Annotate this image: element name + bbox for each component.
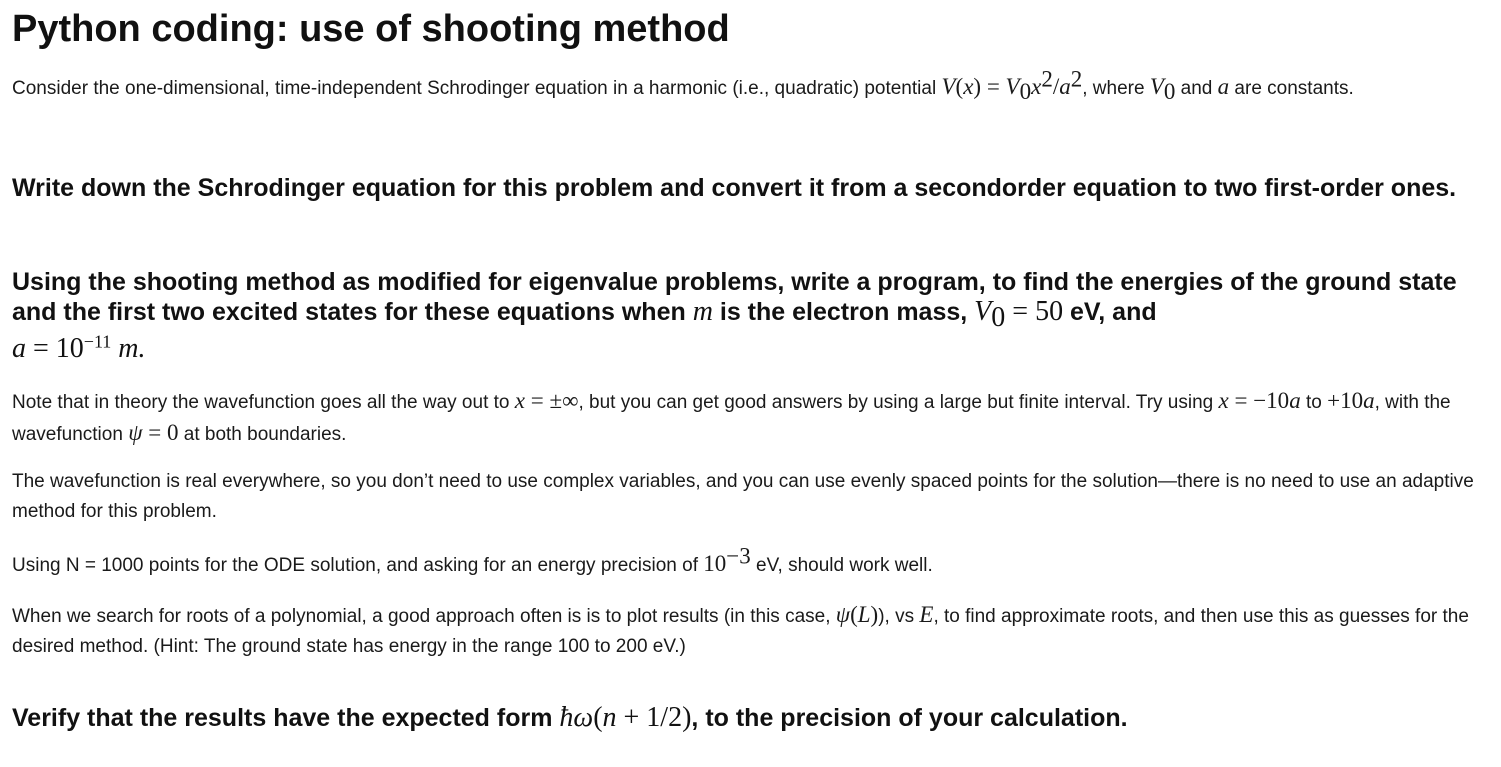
task-shooting-text-3: eV, and [1063,298,1157,326]
root-search-text-1: When we search for roots of a polynomial, a good approach often is is to plot results (in this case, [12,606,836,627]
task-shooting-text-2: is the electron mass, [712,298,975,326]
precision-note-text-1: Using N = 1000 points for the ODE solution, and asking for an energy precision of [12,555,704,576]
intro-text-4: are constants. [1229,78,1354,99]
potential-formula: V [941,74,956,99]
boundary-note-text-5: at both boundaries. [178,424,347,445]
a-value-exponent: −11 [83,331,112,352]
real-wavefunction-note: The wavefunction is real everywhere, so you don’t need to use complex variables, and you can use evenly spaced points for the solution—there is no need to use an adaptive method for this problem. [12,471,1474,522]
precision-exponent: −3 [726,543,751,569]
root-search-text-3: , to find approximate roots, and then use this as guesses for the desired method. (Hint: The ground state has energy in the range 100 to 200 eV.) [12,606,1469,657]
page-title: Python coding: use of shooting method [12,8,730,50]
precision-note-text-2: eV, should work well. [750,555,933,576]
verify-heading: Verify that the results have the expected form ħω(n + 1/2), to the precision of your calculation. [12,702,1128,733]
boundary-note-text-4: , with the wavefunction [12,392,1451,445]
intro-text-1: Consider the one-dimensional, time-independent Schrodinger equation in a harmonic (i.e., quadratic) potential [12,78,942,99]
intro-paragraph: Consider the one-dimensional, time-independent Schrodinger equation in a harmonic (i.e., quadratic) potential $V(x) = V_0x^2/a^2$, where $V_0$ and a are constants. [12,66,1354,104]
intro-text-3: and [1175,78,1218,99]
root-search-text-2: ), vs [878,606,920,627]
precision-base: 10 [703,551,727,576]
boundary-note-text-1: Note that in theory the wavefunction goes all the way out to [12,392,515,413]
verify-text-2: , to the precision of your calculation. [691,704,1128,732]
task-shooting-heading: Using the shooting method as modified for eigenvalue problems, write a program, to find the energies of the ground state and the first two excited states for these equations when m is the electron mass, $V_0 = 50$ eV, and $a = 10^{-11}$ m. [12,268,1457,364]
a-unit: m. [118,333,146,364]
task-shooting-text-1: Using the shooting method as modified for eigenvalue problems, write a program, to find the energies of the ground state and the first two excited states for these equations when [12,268,1457,326]
v0-value: 50 [1035,296,1064,327]
precision-note [12,543,1490,581]
task-convert-heading: Write down the Schrodinger equation for this problem and convert it from a secondorder equation to two first-order ones. [12,174,1457,202]
intro-text-2: , where [1082,78,1150,99]
root-search-note: When we search for roots of a polynomial, a good approach often is is to plot results (in this case, ψ(L)), vs E, to find approximate roots, and then use this as guesses for the desired method. (Hint: The ground state has energy in the range 100 to 200 eV.) [12,602,1469,657]
boundary-note-text-2: , but you can get good answers by using a large but finite interval. Try using [578,392,1219,413]
boundary-note-text-3: to [1300,392,1328,413]
boundary-note: Note that in theory the wavefunction goes all the way out to x = ±∞, but you can get good answers by using a large but finite interval. Try using x = −10a to +10a, with the wavefunction ψ = 0 at both boundaries. [12,388,1451,445]
verify-text-1: Verify that the results have the expected form [12,704,560,732]
a-value-base: 10 [55,333,84,364]
